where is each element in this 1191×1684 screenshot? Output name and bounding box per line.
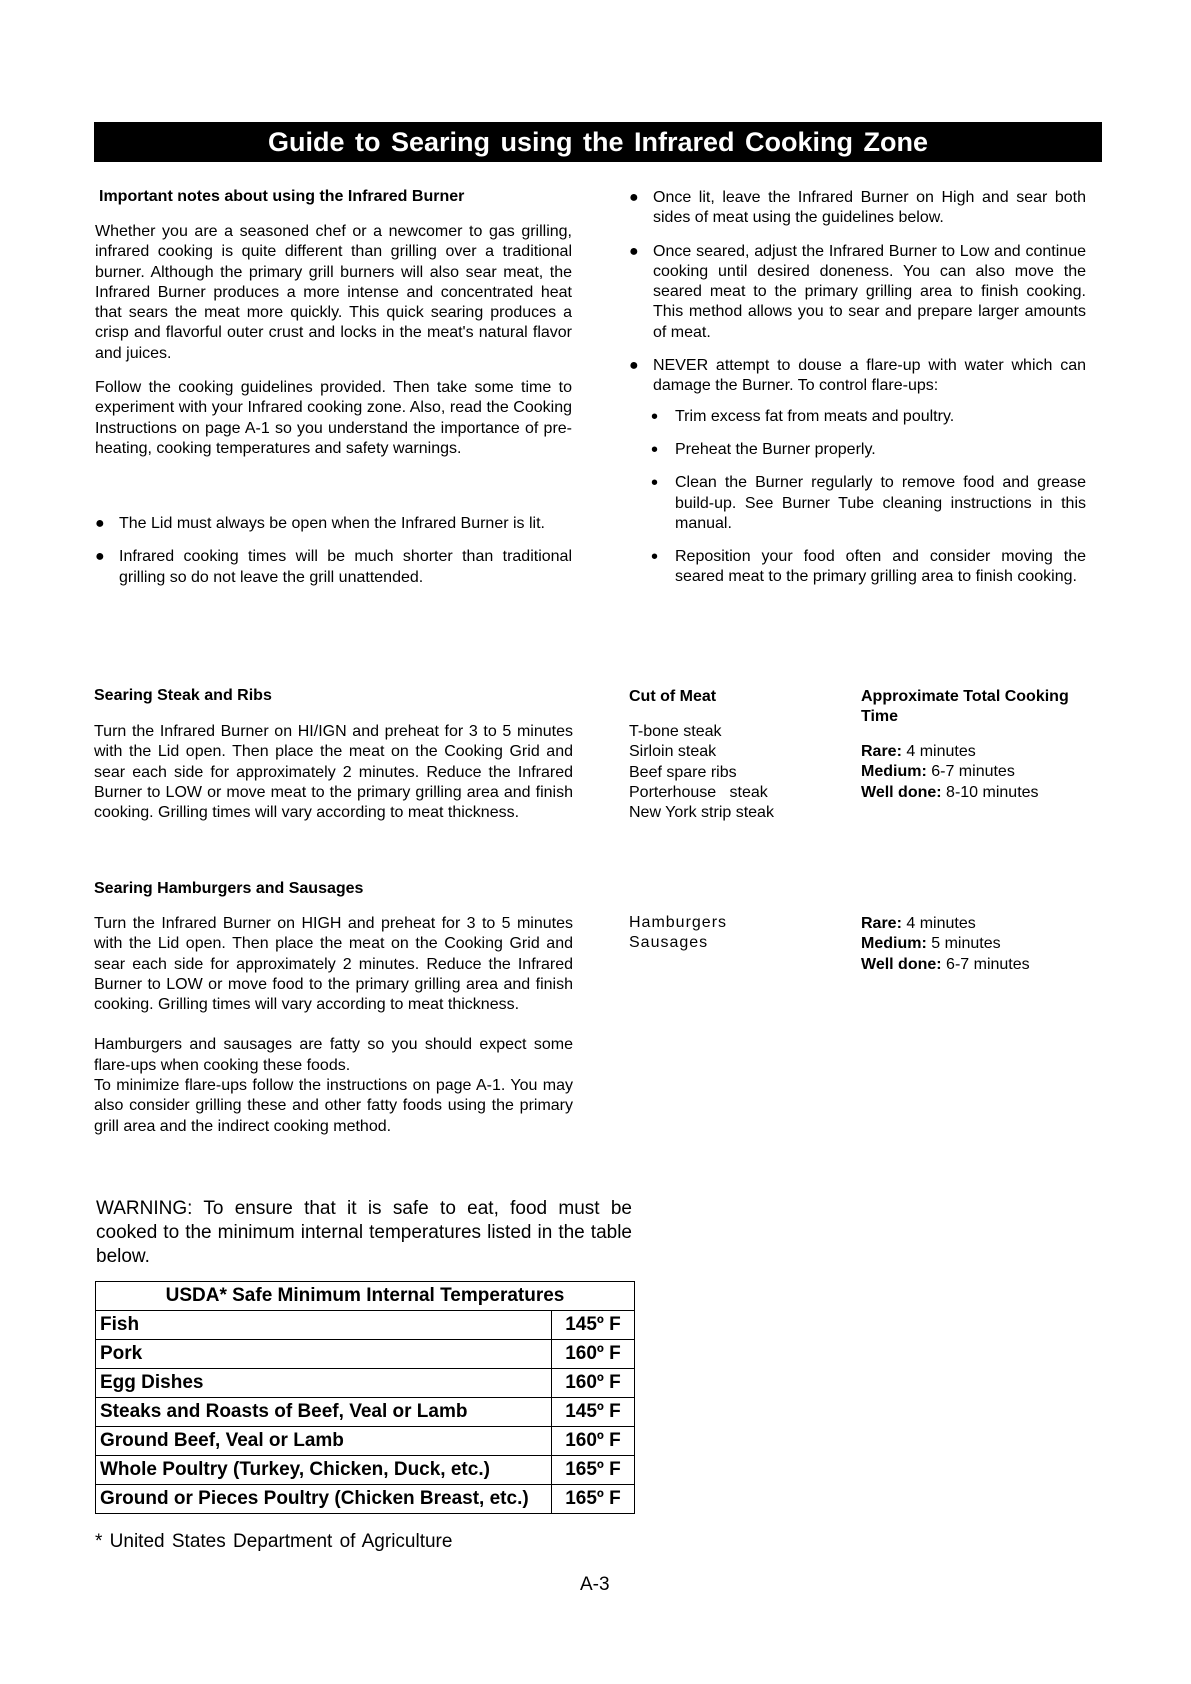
list-item: • Reposition your food often and consider moving the seared meat to the primary grilling area to finish cooking. xyxy=(651,547,1086,588)
temp-cell: 145º F xyxy=(552,1311,635,1340)
bullet-icon: • xyxy=(651,438,659,461)
list-item: Hamburgers xyxy=(629,914,728,931)
table-row xyxy=(96,1485,635,1514)
steak-heading: Searing Steak and Ribs xyxy=(94,687,272,704)
bullet-icon: ● xyxy=(629,242,639,260)
guidelines-paragraph: Follow the cooking guidelines provided. Then take some time to experiment with your Infrared cooking zone. Also, read the Cooking Instructions on page A-1 so you understand the importance of pre-heating, cooking temperatures and safety warnings. xyxy=(95,379,572,457)
steak-cuts-list xyxy=(629,722,774,823)
list-item: Sausages xyxy=(629,934,709,952)
table-row xyxy=(96,1398,635,1427)
flare-up-note: Hamburgers and sausages are fatty so you should expect some flare-ups when cooking these foods. xyxy=(94,1036,573,1074)
flare-up-tips xyxy=(651,407,1086,588)
bullet-icon: • xyxy=(651,405,659,428)
bullet-icon: ● xyxy=(629,189,639,206)
list-item: T-bone steak xyxy=(629,723,722,740)
table-row xyxy=(96,1427,635,1456)
list-item: Well done: 6-7 minutes xyxy=(861,955,1030,973)
flare-up-advice: To minimize flare-ups follow the instructions on page A-1. You may also consider grilling these and other fatty foods using the primary grill area and the indirect cooking method. xyxy=(94,1077,573,1135)
burgers-heading: Searing Hamburgers and Sausages xyxy=(94,880,364,897)
temp-cell: 145º F xyxy=(552,1398,635,1427)
list-item: Rare: 4 minutes xyxy=(861,915,976,932)
lid-notes-list xyxy=(95,514,572,588)
important-notes-body xyxy=(95,222,572,459)
list-item: ● NEVER attempt to douse a flare-up with water which can damage the Burner. To control flare-ups: xyxy=(629,356,1086,397)
bullet-icon: ● xyxy=(95,548,105,566)
temp-cell: 160º F xyxy=(552,1369,635,1398)
list-item: New York strip steak xyxy=(629,804,774,822)
usda-temperature-table xyxy=(95,1281,635,1514)
important-notes-heading: Important notes about using the Infrared Burner xyxy=(99,188,465,205)
burger-cuts-list xyxy=(629,913,727,954)
list-item: Medium: 5 minutes xyxy=(861,935,1001,953)
table-row xyxy=(96,1340,635,1369)
table-row xyxy=(96,1311,635,1340)
table-row xyxy=(96,1369,635,1398)
footnote: * United States Department of Agriculture xyxy=(95,1531,453,1552)
table-header-row xyxy=(96,1282,635,1311)
list-item: ● Once lit, leave the Infrared Burner on High and sear both sides of meat using the guidelines below. xyxy=(629,188,1086,229)
list-item: ● Infrared cooking times will be much shorter than traditional grilling so do not leave the grill unattended. xyxy=(95,547,572,588)
page-title: Guide to Searing using the Infrared Cooking Zone xyxy=(94,122,1102,162)
temp-cell: 160º F xyxy=(552,1427,635,1456)
cooking-time-header: Approximate Total Cooking Time xyxy=(861,688,1069,725)
temp-cell: 160º F xyxy=(552,1340,635,1369)
burger-times-list xyxy=(861,914,1030,975)
list-item: • Preheat the Burner properly. xyxy=(651,438,876,461)
list-item: • Clean the Burner regularly to remove food and grease build-up. See Burner Tube cleaning instructions in this manual. xyxy=(651,473,1086,534)
food-cell: Fish xyxy=(96,1311,552,1340)
intro-paragraph: Whether you are a seasoned chef or a newcomer to gas grilling, infrared cooking is quite different than grilling over a traditional burner. Although the primary grill burners will also sear meat, the Infrared Burner produces a more intense and concentrated heat that sears the meat more quickly. This quick searing produces a crisp and flavorful outer crust and locks in the meat's natural flavor and juices. xyxy=(95,223,572,362)
food-cell: Pork xyxy=(96,1340,552,1369)
list-item: Sirloin steak xyxy=(629,743,717,761)
bullet-icon: • xyxy=(651,546,659,569)
food-cell: Ground or Pieces Poultry (Chicken Breast, etc.) xyxy=(96,1485,552,1514)
list-item: ● The Lid must always be open when the Infrared Burner is lit. xyxy=(95,514,572,534)
table-row xyxy=(96,1456,635,1485)
safety-warning: WARNING: To ensure that it is safe to eat, food must be cooked to the minimum internal temperatures listed in the table below. xyxy=(96,1198,632,1267)
list-item: • Trim excess fat from meats and poultry. xyxy=(651,405,955,428)
food-cell: Steaks and Roasts of Beef, Veal or Lamb xyxy=(96,1398,552,1427)
cut-of-meat-header: Cut of Meat xyxy=(629,688,717,705)
list-item: ● Once seared, adjust the Infrared Burner to Low and continue cooking until desired doneness. You can also move the seared meat to the primary grilling area to finish cooking. This method allows you to sear and prepare larger amounts of meat. xyxy=(629,242,1086,343)
list-item: Rare: 4 minutes xyxy=(861,743,976,760)
bullet-icon: ● xyxy=(629,357,639,375)
burner-notes-list xyxy=(629,188,1086,588)
page-number: A-3 xyxy=(580,1574,610,1595)
burgers-instructions: Turn the Infrared Burner on HIGH and preheat for 3 to 5 minutes with the Lid open. Then place the meat on the Cooking Grid and sear each side for approximately 2 minutes. Reduce the Infrared Burner to LOW or move food to the primary grilling area and finish cooking. Grilling times will vary according to meat thickness. xyxy=(94,915,573,1014)
temp-cell: 165º F xyxy=(552,1456,635,1485)
table-caption: USDA* Safe Minimum Internal Temperatures xyxy=(96,1282,635,1311)
list-item: Porterhouse steak xyxy=(629,783,768,801)
steak-instructions: Turn the Infrared Burner on HI/IGN and preheat for 3 to 5 minutes with the Lid open. Then place the meat on the Cooking Grid and sear each side for approximately 2 minutes. Reduce the Infrared Burner to LOW or move meat to the primary grilling area and finish cooking. Grilling times will vary according to meat thickness. xyxy=(94,723,573,822)
food-cell: Egg Dishes xyxy=(96,1369,552,1398)
bullet-icon: ● xyxy=(95,515,105,532)
food-cell: Ground Beef, Veal or Lamb xyxy=(96,1427,552,1456)
temp-cell: 165º F xyxy=(552,1485,635,1514)
list-item: Beef spare ribs xyxy=(629,763,737,781)
list-item: Well done: 8-10 minutes xyxy=(861,783,1039,801)
food-cell: Whole Poultry (Turkey, Chicken, Duck, etc.) xyxy=(96,1456,552,1485)
bullet-icon: • xyxy=(651,472,659,495)
list-item: Medium: 6-7 minutes xyxy=(861,763,1015,781)
burgers-body xyxy=(94,914,573,1137)
steak-times-list xyxy=(861,742,1039,803)
